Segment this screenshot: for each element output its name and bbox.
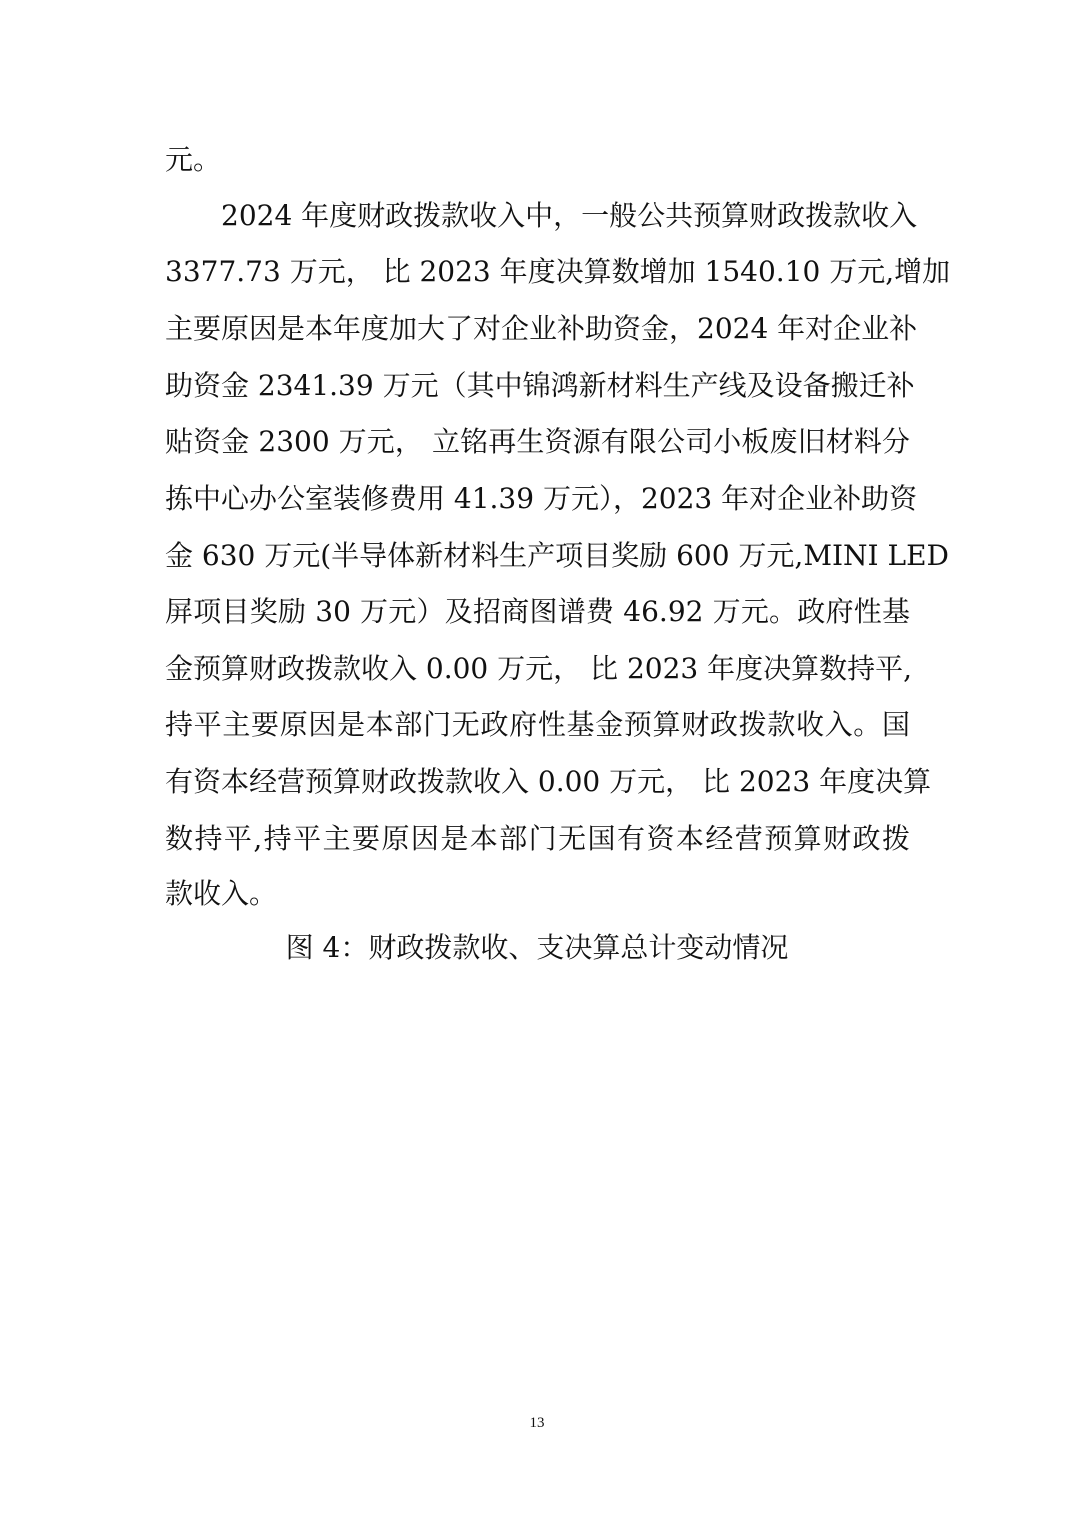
- paragraph-line: 有资本经营预算财政拨款收入 0.00 万元， 比 2023 年度决算: [165, 765, 932, 798]
- paragraph-line: 贴资金 2300 万元， 立铭再生资源有限公司小板废旧材料分: [165, 425, 910, 458]
- paragraph-line: 3377.73 万元， 比 2023 年度决算数增加 1540.10 万元,增加: [165, 255, 951, 288]
- paragraph-line: 款收入。: [165, 877, 278, 910]
- paragraph-line: 元。: [165, 143, 222, 176]
- paragraph-line: 2024 年度财政拨款收入中，一般公共预算财政拨款收入: [221, 199, 918, 232]
- paragraph-line: 主要原因是本年度加大了对企业补助资金，2024 年对企业补: [165, 312, 918, 345]
- figure-caption: 图 4：财政拨款收、支决算总计变动情况: [285, 931, 789, 964]
- paragraph-line: 金预算财政拨款收入 0.00 万元， 比 2023 年度决算数持平,: [165, 652, 913, 685]
- paragraph-line: 持平主要原因是本部门无政府性基金预算财政拨款收入。国: [165, 708, 910, 741]
- paragraph-line: 屏项目奖励 30 万元）及招商图谱费 46.92 万元。政府性基: [165, 595, 910, 628]
- page-number: 13: [529, 1415, 545, 1431]
- paragraph-line: 金 630 万元(半导体新材料生产项目奖励 600 万元,MINI LED: [165, 539, 949, 572]
- paragraph-line: 数持平,持平主要原因是本部门无国有资本经营预算财政拨: [165, 822, 910, 855]
- paragraph-line: 拣中心办公室装修费用 41.39 万元），2023 年对企业补助资: [165, 482, 918, 515]
- paragraph-line: 助资金 2341.39 万元（其中锦鸿新材料生产线及设备搬迁补: [165, 369, 915, 402]
